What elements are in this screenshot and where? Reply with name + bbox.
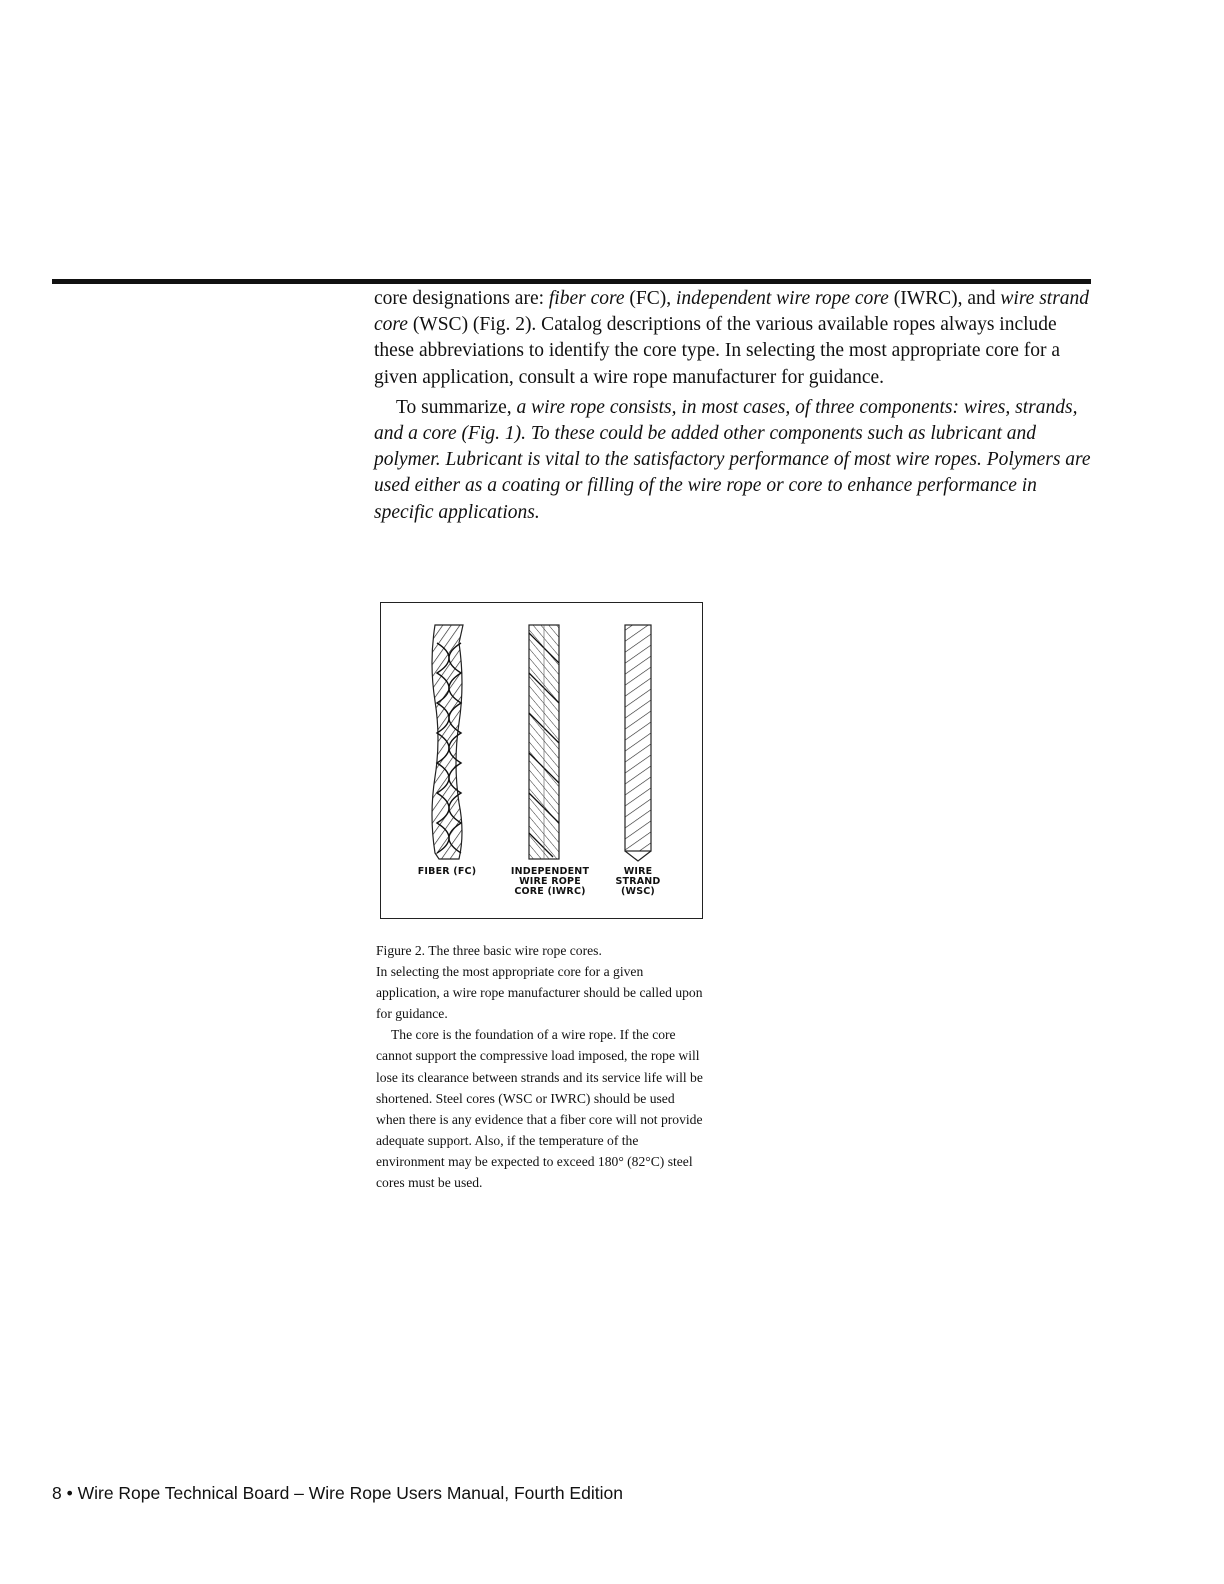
page-footer: 8 • Wire Rope Technical Board – Wire Rope Users Manual, Fourth Edition (52, 1483, 623, 1503)
figure-2-caption (376, 940, 706, 1193)
para1-text-4: (WSC) (Fig. 2). Catalog descriptions of the various available ropes always include these abbreviations to identify the core type. In selecting the most appropriate core for a given application, consult a wire rope manufacturer for guidance. (374, 314, 1061, 388)
para1-text-3: (IWRC), and (888, 288, 1001, 309)
para1-text-2: (FC), (624, 288, 676, 309)
iwrc-rope (529, 625, 559, 859)
paragraph-summary (374, 395, 1094, 526)
caption-paragraph-1: In selecting the most appropriate core for a given application, a wire rope manufacturer should be called upon for guidance. (376, 964, 703, 1022)
figure-2-box (380, 602, 703, 919)
para2-text-1: To summarize, (396, 396, 517, 418)
label-iwrc: INDEPENDENT WIRE ROPE CORE (IWRC) (510, 866, 590, 897)
term-iwrc: independent wire rope core (676, 288, 889, 309)
wsc-rope (625, 625, 651, 861)
caption-title: Figure 2. The three basic wire rope cores. (376, 943, 602, 958)
para2-italic-summary: a wire rope consists, in most cases, of three components: wires, strands, and a core (Fig. 1). To these could be added other components such as lubricant and polymer. Lubricant is vital to the satisfactory performance of most wire ropes. Polymers are used either as a coating or filling of the wire rope or core to enhance performance in specific applications. (374, 396, 1091, 523)
header-rule (52, 279, 1091, 284)
label-wsc: WIRE STRAND (WSC) (615, 866, 661, 897)
label-fiber-core: FIBER (FC) (417, 866, 477, 877)
fiber-core-rope (432, 625, 463, 859)
para1-text-1: core designations are: (374, 288, 549, 309)
caption-paragraph-2: The core is the foundation of a wire rope. If the core cannot support the compressive load imposed, the rope will lose its clearance between strands and its service life will be shortened. Steel cores (WSC or IWRC) should be used when there is any evidence that a fiber core will not provide adequate support. Also, if the temperature of the environment may be expected to exceed 180° (82°C) steel cores must be used. (376, 1027, 703, 1191)
term-wsc: wire strand core (374, 288, 1090, 336)
body-text (374, 286, 1094, 526)
term-fiber-core: fiber core (548, 288, 625, 309)
paragraph-core-designations (374, 286, 1094, 391)
